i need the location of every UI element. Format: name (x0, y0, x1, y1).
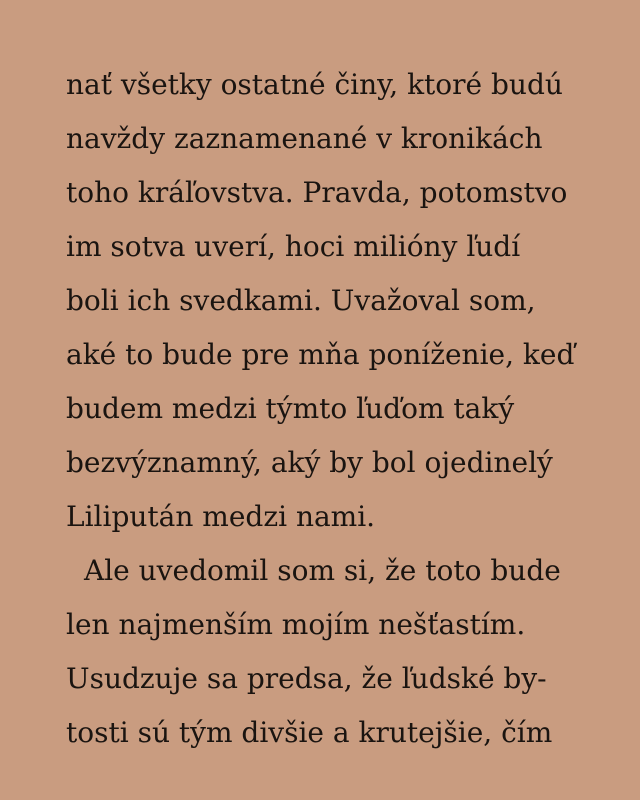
text-line: aké to bude pre mňa poníženie, keď (66, 338, 575, 371)
text-line: Ale uvedomil som si, že toto bude (84, 554, 561, 587)
text-line: im sotva uverí, hoci milióny ľudí (66, 230, 521, 263)
text-line: len najmenším mojím nešťastím. (66, 608, 526, 641)
text-line: Usudzuje sa predsa, že ľudské by- (66, 662, 547, 695)
text-line: boli ich svedkami. Uvažoval som, (66, 284, 536, 317)
text-line: toho kráľovstva. Pravda, potomstvo (66, 176, 568, 209)
text-line: navždy zaznamenané v kronikách (66, 122, 543, 155)
text-line: nať všetky ostatné činy, ktoré budú (66, 68, 563, 101)
paragraph-1 (66, 58, 586, 544)
text-line: tosti sú tým divšie a krutejšie, čím (66, 716, 553, 749)
text-line: bezvýznamný, aký by bol ojedinelý (66, 446, 553, 479)
paragraph-2 (66, 544, 586, 760)
text-line: Lilipután medzi nami. (66, 500, 376, 533)
text-line: budem medzi týmto ľuďom taký (66, 392, 515, 425)
body-text (66, 58, 586, 760)
